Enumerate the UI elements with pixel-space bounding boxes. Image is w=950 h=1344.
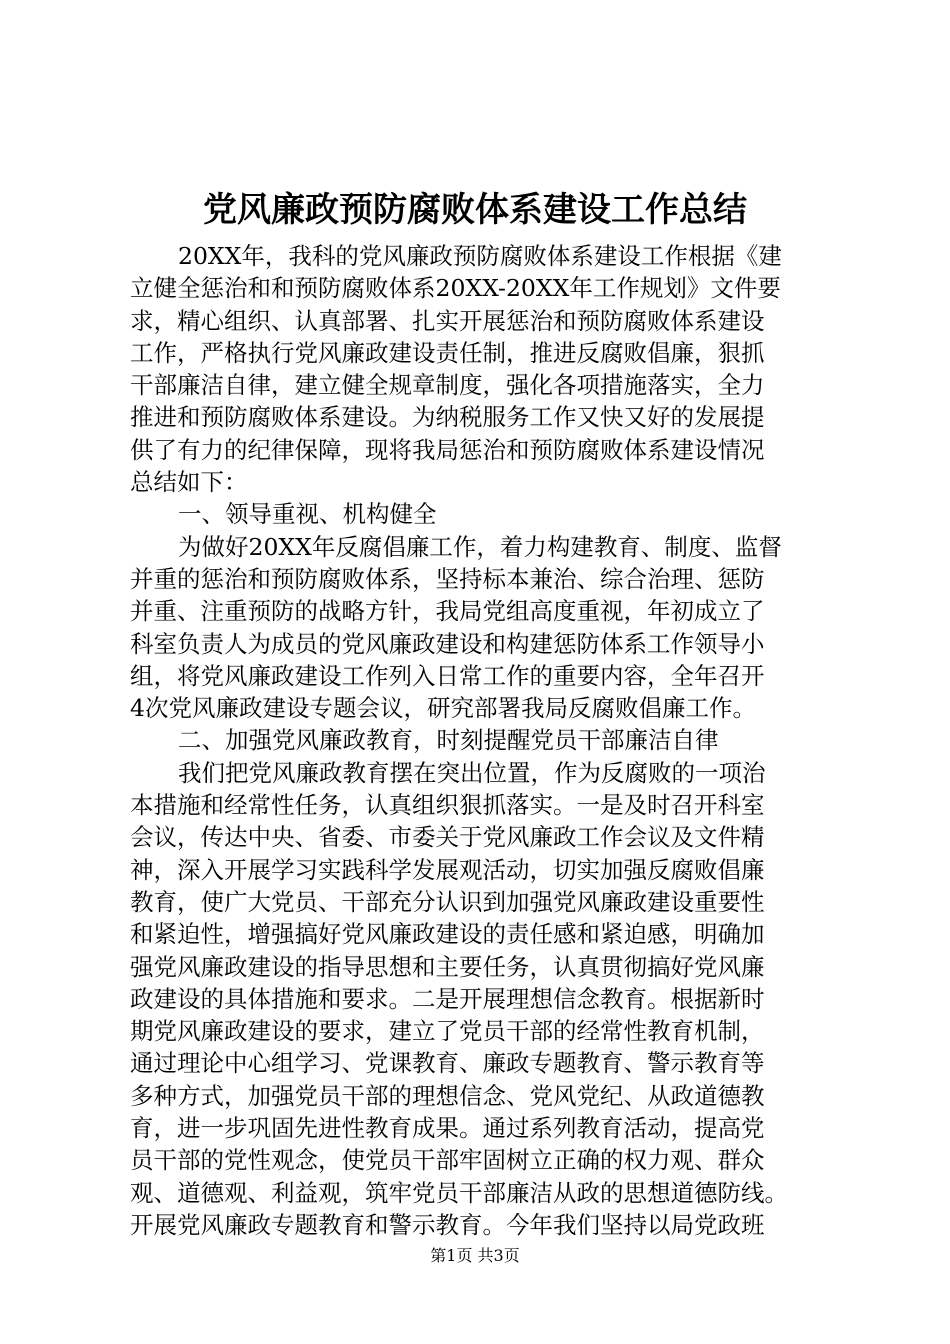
text-line: 多种方式，加强党员干部的理想信念、党风党纪、从政道德教 (130, 1081, 765, 1110)
text-line: 育，进一步巩固先进性教育成果。通过系列教育活动，提高党 (130, 1114, 765, 1143)
text-line: 总结如下： (130, 468, 248, 497)
text-line: 20XX年，我科的党风廉政预防腐败体系建设工作根据《建 (178, 242, 782, 270)
text-line: 我们把党风廉政教育摆在突出位置，作为反腐败的一项治 (178, 758, 766, 787)
text-line: 和紧迫性，增强搞好党风廉政建设的责任感和紧迫感，明确加 (130, 920, 765, 949)
text-line: 立健全惩治和和预防腐败体系20XX-20XX年工作规划》文件要 (130, 274, 781, 303)
page-footer: 第1页 共3页 (430, 1246, 520, 1265)
text-line: 并重的惩治和预防腐败体系，坚持标本兼治、综合治理、惩防 (130, 564, 765, 593)
text-line: 科室负责人为成员的党风廉政建设和构建惩防体系工作领导小 (130, 629, 765, 658)
text-line: 组，将党风廉政建设工作列入日常工作的重要内容，全年召开 (130, 661, 765, 690)
section-heading: 一、领导重视、机构健全 (178, 500, 437, 529)
text-line: 4次党风廉政建设专题会议，研究部署我局反腐败倡廉工作。 (130, 694, 756, 723)
text-line: 教育，使广大党员、干部充分认识到加强党风廉政建设重要性 (130, 887, 765, 916)
text-line: 政建设的具体措施和要求。二是开展理想信念教育。根据新时 (130, 984, 765, 1013)
text-line: 观、道德观、利益观，筑牢党员干部廉洁从政的思想道德防线。 (130, 1178, 788, 1207)
text-line: 为做好20XX年反腐倡廉工作，着力构建教育、制度、监督 (178, 532, 782, 561)
text-line: 求，精心组织、认真部署、扎实开展惩治和预防腐败体系建设 (130, 306, 765, 335)
text-line: 本措施和经常性任务，认真组织狠抓落实。一是及时召开科室 (130, 791, 765, 820)
text-line: 强党风廉政建设的指导思想和主要任务，认真贯彻搞好党风廉 (130, 952, 765, 981)
text-line: 神，深入开展学习实践科学发展观活动，切实加强反腐败倡廉 (130, 855, 765, 884)
text-line: 开展党风廉政专题教育和警示教育。今年我们坚持以局党政班 (130, 1210, 765, 1239)
text-line: 供了有力的纪律保障，现将我局惩治和预防腐败体系建设情况 (130, 435, 765, 464)
text-line: 通过理论中心组学习、党课教育、廉政专题教育、警示教育等 (130, 1049, 765, 1078)
text-line: 期党风廉政建设的要求，建立了党员干部的经常性教育机制， (130, 1017, 765, 1046)
text-line: 推进和预防腐败体系建设。为纳税服务工作又快又好的发展提 (130, 403, 765, 432)
text-line: 员干部的党性观念，使党员干部牢固树立正确的权力观、群众 (130, 1146, 765, 1175)
text-line: 干部廉洁自律，建立健全规章制度，强化各项措施落实，全力 (130, 371, 765, 400)
text-line: 工作，严格执行党风廉政建设责任制，推进反腐败倡廉，狠抓 (130, 338, 765, 367)
document-title: 党风廉政预防腐败体系建设工作总结 (203, 190, 747, 230)
section-heading: 二、加强党风廉政教育，时刻提醒党员干部廉洁自律 (178, 726, 719, 755)
text-line: 并重、注重预防的战略方针，我局党组高度重视，年初成立了 (130, 597, 765, 626)
text-line: 会议，传达中央、省委、市委关于党风廉政工作会议及文件精 (130, 823, 765, 852)
document-body (130, 240, 830, 1241)
